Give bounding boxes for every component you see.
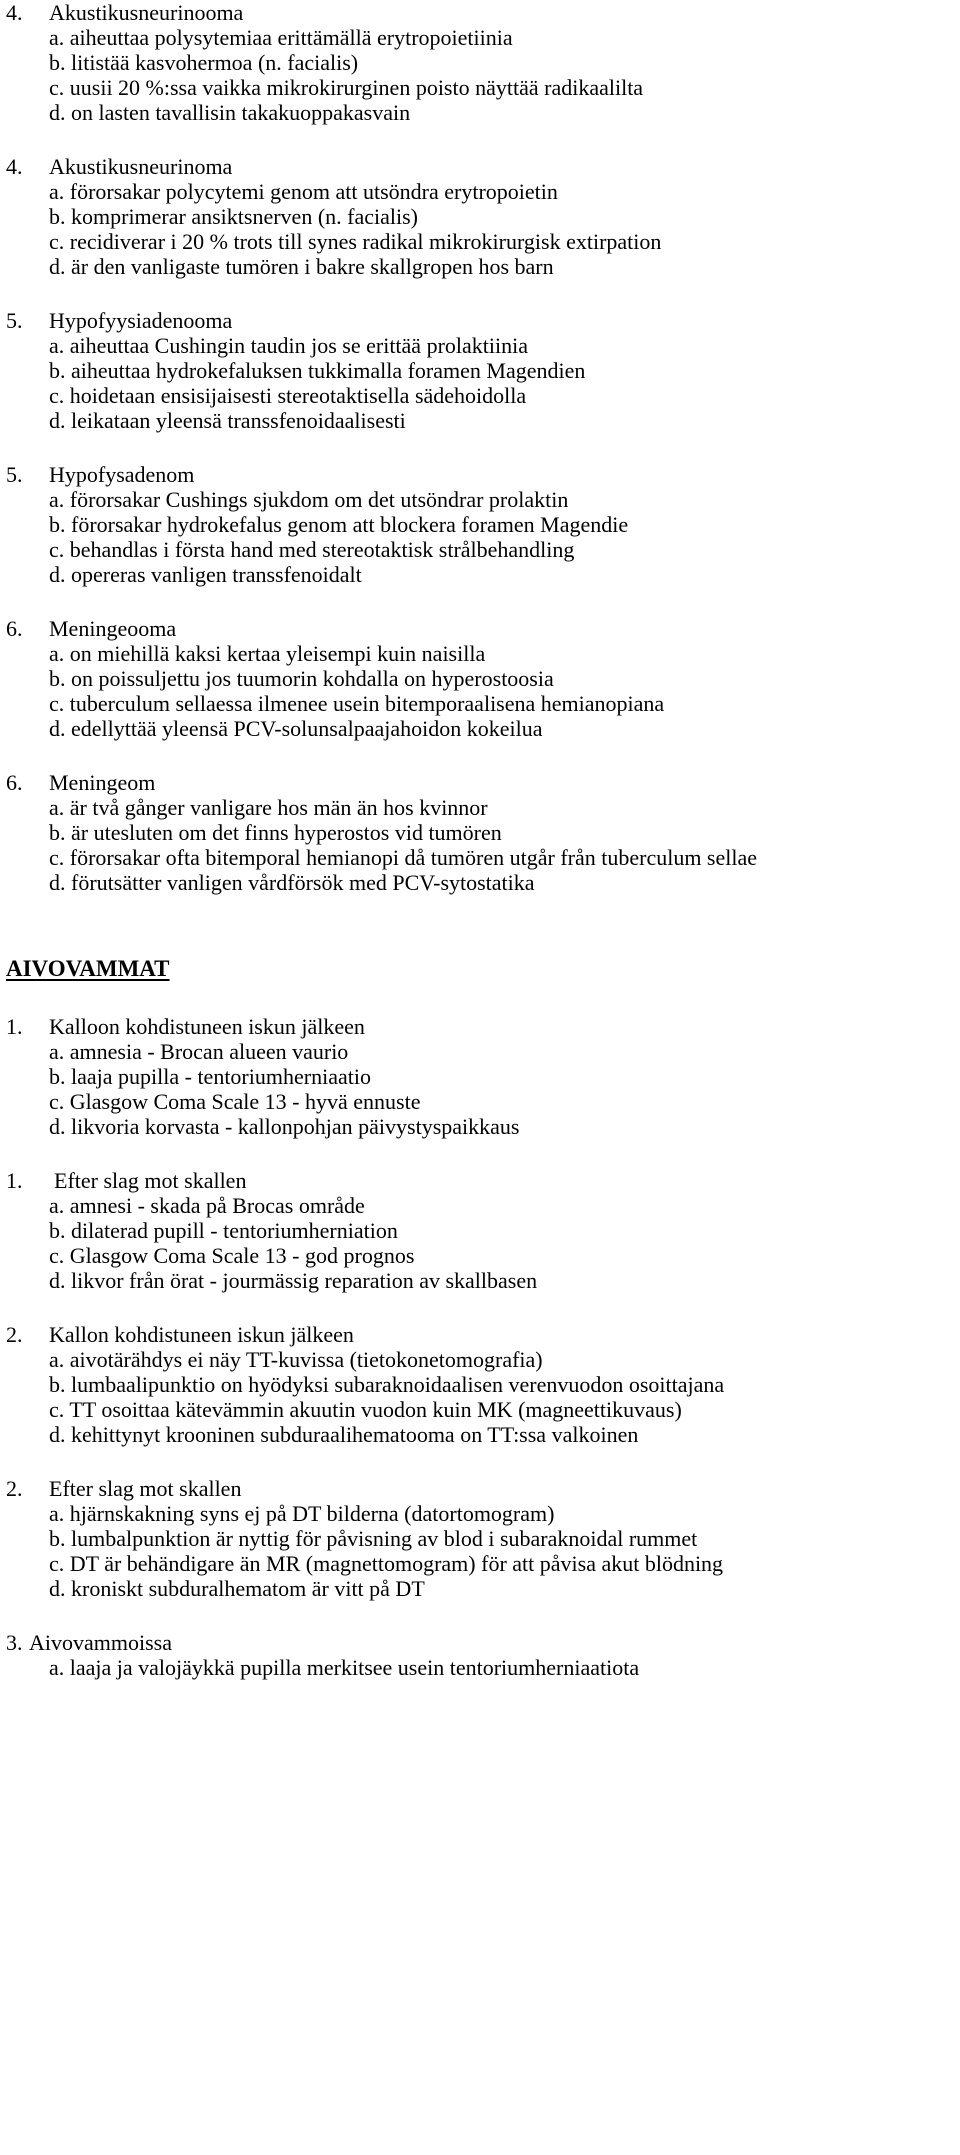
question-number: 4.	[6, 0, 23, 25]
question-header	[6, 1322, 956, 1347]
question-number: 1.	[6, 1014, 23, 1039]
option-b: b. aiheuttaa hydrokefaluksen tukkimalla foramen Magendien	[49, 358, 586, 383]
question-number: 4.	[6, 154, 23, 179]
question-2-sv	[6, 1476, 956, 1601]
question-6-sv	[6, 770, 956, 895]
option-b: b. laaja pupilla - tentoriumherniaatio	[49, 1064, 371, 1089]
question-title: Hypofyysiadenooma	[49, 308, 233, 333]
option-d: d. leikataan yleensä transsfenoidaalisesti	[49, 408, 406, 433]
section-title: AIVOVAMMAT	[6, 956, 170, 981]
question-title: Hypofysadenom	[49, 462, 195, 487]
question-title: Kallon kohdistuneen iskun jälkeen	[49, 1322, 354, 1347]
question-header	[6, 1476, 956, 1501]
question-4-fi	[6, 0, 956, 125]
option-b: b. lumbaalipunktio on hyödyksi subaraknoidaalisen verenvuodon osoittajana	[49, 1372, 725, 1397]
question-header	[6, 1630, 956, 1655]
option-d: d. kroniskt subduralhematom är vitt på DT	[49, 1576, 425, 1601]
question-number: 2.	[6, 1322, 23, 1347]
question-title: Aivovammoissa	[29, 1630, 172, 1655]
option-a: a. är två gånger vanligare hos män än hos kvinnor	[49, 795, 488, 820]
question-title: Akustikusneurinoma	[49, 154, 233, 179]
question-title: Akustikusneurinooma	[49, 0, 244, 25]
option-b: b. är utesluten om det finns hyperostos vid tumören	[49, 820, 502, 845]
question-header	[6, 770, 956, 795]
question-header	[6, 616, 956, 641]
option-b: b. förorsakar hydrokefalus genom att blockera foramen Magendie	[49, 512, 629, 537]
question-header	[6, 1014, 956, 1039]
option-a: a. hjärnskakning syns ej på DT bilderna (datortomogram)	[49, 1501, 555, 1526]
option-b: b. on poissuljettu jos tuumorin kohdalla on hyperostoosia	[49, 666, 554, 691]
option-c: c. DT är behändigare än MR (magnettomogram) för att påvisa akut blödning	[49, 1551, 724, 1576]
question-4-sv	[6, 154, 956, 279]
question-5-sv	[6, 462, 956, 587]
option-d: d. kehittynyt krooninen subduraalihematooma on TT:ssa valkoinen	[49, 1422, 639, 1447]
option-c: c. recidiverar i 20 % trots till synes radikal mikrokirurgisk extirpation	[49, 229, 662, 254]
option-b: b. lumbalpunktion är nyttig för påvisning av blod i subaraknoidal rummet	[49, 1526, 698, 1551]
question-number: 2.	[6, 1476, 23, 1501]
question-number: 6.	[6, 770, 23, 795]
option-a: a. aiheuttaa Cushingin taudin jos se erittää prolaktiinia	[49, 333, 528, 358]
option-b: b. dilaterad pupill - tentoriumherniation	[49, 1218, 398, 1243]
option-a: a. amnesia - Brocan alueen vaurio	[49, 1039, 349, 1064]
option-c: c. förorsakar ofta bitemporal hemianopi då tumören utgår från tuberculum sellae	[49, 845, 758, 870]
question-title: Efter slag mot skallen	[49, 1476, 242, 1501]
option-c: c. Glasgow Coma Scale 13 - hyvä ennuste	[49, 1089, 421, 1114]
option-c: c. uusii 20 %:ssa vaikka mikrokirurginen poisto näyttää radikaalilta	[49, 75, 644, 100]
question-2-fi	[6, 1322, 956, 1447]
question-header	[6, 308, 956, 333]
option-a: a. on miehillä kaksi kertaa yleisempi kuin naisilla	[49, 641, 486, 666]
question-header	[6, 0, 956, 25]
question-number: 5.	[6, 462, 23, 487]
option-a: a. amnesi - skada på Brocas område	[49, 1193, 365, 1218]
question-number: 3.	[6, 1630, 23, 1655]
option-d: d. edellyttää yleensä PCV-solunsalpaajahoidon kokeilua	[49, 716, 543, 741]
option-a: a. laaja ja valojäykkä pupilla merkitsee usein tentoriumherniaatiota	[49, 1655, 640, 1680]
option-d: d. likvoria korvasta - kallonpohjan päivystyspaikkaus	[49, 1114, 520, 1139]
question-title: Efter slag mot skallen	[54, 1168, 247, 1193]
option-a: a. förorsakar polycytemi genom att utsöndra erytropoietin	[49, 179, 558, 204]
question-header	[6, 462, 956, 487]
option-c: c. TT osoittaa kätevämmin akuutin vuodon kuin MK (magneettikuvaus)	[49, 1397, 682, 1422]
question-5-fi	[6, 308, 956, 433]
question-number: 6.	[6, 616, 23, 641]
question-6-fi	[6, 616, 956, 741]
question-1-sv	[6, 1168, 956, 1293]
question-header	[6, 154, 956, 179]
option-d: d. on lasten tavallisin takakuoppakasvain	[49, 100, 411, 125]
option-a: a. förorsakar Cushings sjukdom om det utsöndrar prolaktin	[49, 487, 569, 512]
question-1-fi	[6, 1014, 956, 1139]
option-b: b. komprimerar ansiktsnerven (n. facialis)	[49, 204, 418, 229]
option-c: c. hoidetaan ensisijaisesti stereotaktisella sädehoidolla	[49, 383, 527, 408]
option-d: d. förutsätter vanligen vårdförsök med PCV-sytostatika	[49, 870, 535, 895]
option-d: d. är den vanligaste tumören i bakre skallgropen hos barn	[49, 254, 554, 279]
question-header	[6, 1168, 956, 1193]
question-number: 5.	[6, 308, 23, 333]
question-3-fi	[6, 1630, 956, 1680]
option-d: d. opereras vanligen transsfenoidalt	[49, 562, 362, 587]
option-a: a. aiheuttaa polysytemiaa erittämällä erytropoietiinia	[49, 25, 513, 50]
option-d: d. likvor från örat - jourmässig reparation av skallbasen	[49, 1268, 538, 1293]
question-title: Meningeooma	[49, 616, 177, 641]
option-c: c. Glasgow Coma Scale 13 - god prognos	[49, 1243, 415, 1268]
question-title: Meningeom	[49, 770, 156, 795]
option-c: c. behandlas i första hand med stereotaktisk strålbehandling	[49, 537, 575, 562]
question-number: 1.	[6, 1168, 23, 1193]
question-title: Kalloon kohdistuneen iskun jälkeen	[49, 1014, 365, 1039]
option-a: a. aivotärähdys ei näy TT-kuvissa (tietokonetomografia)	[49, 1347, 543, 1372]
option-b: b. litistää kasvohermoa (n. facialis)	[49, 50, 359, 75]
document-page	[6, 0, 956, 1680]
option-c: c. tuberculum sellaessa ilmenee usein bitemporaalisena hemianopiana	[49, 691, 665, 716]
